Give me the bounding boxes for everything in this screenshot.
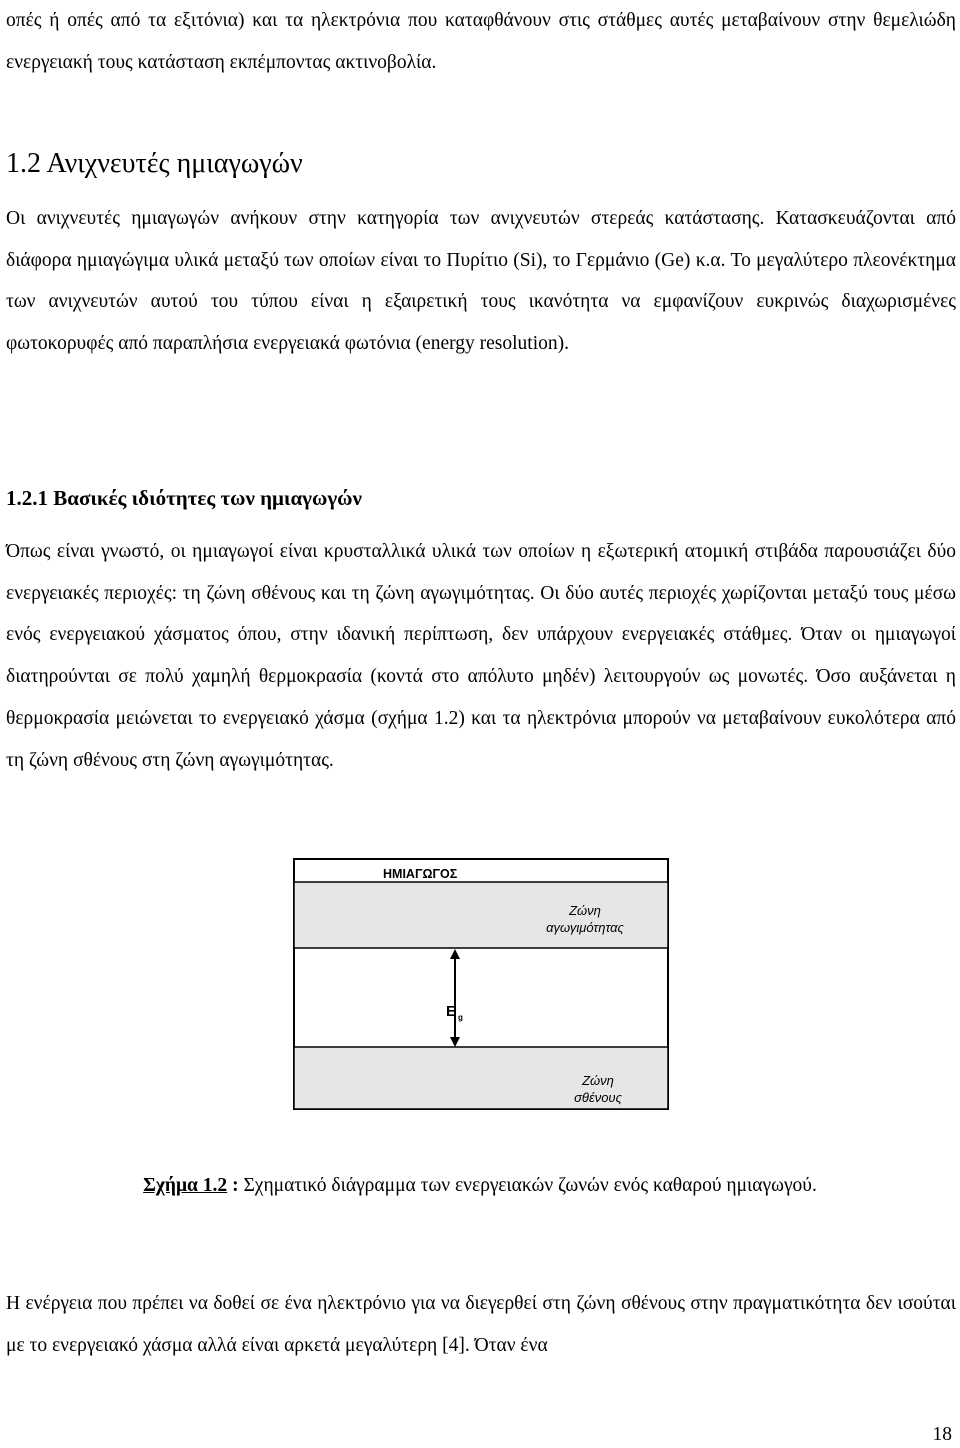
caption-text: Σχηματικό διάγραμμα των ενεργειακών ζωνών ενός καθαρού ημιαγωγού. — [243, 1175, 817, 1196]
caption-separator: : — [227, 1175, 244, 1196]
gap-arrow-head-up — [450, 949, 460, 959]
valence-band-label-line2: σθένους — [574, 1090, 622, 1105]
gap-arrow-head-down — [450, 1037, 460, 1047]
paragraph-intro-continuation: οπές ή οπές από τα εξιτόνια) και τα ηλεκτρόνια που καταφθάνουν στις στάθμες αυτές μεταβαίνουν στην θεμελιώδη ενεργειακή τους κατάσταση εκπέμποντας ακτινοβολία. — [6, 10, 956, 73]
page-number: 18 — [932, 1424, 952, 1445]
conduction-band — [294, 882, 668, 948]
section-heading: 1.2 Ανιχνευτές ημιαγωγών — [6, 148, 303, 179]
gap-subscript: g — [458, 1013, 463, 1022]
energy-band-diagram — [293, 858, 669, 1110]
caption-label: Σχήμα 1.2 — [143, 1175, 228, 1196]
paragraph-excitation-energy: Η ενέργεια που πρέπει να δοθεί σε ένα ηλεκτρόνιο για να διεγερθεί στη ζώνη σθένους στην πραγματικότητα δεν ισούται με το ενεργειακό χάσμα αλλά είναι αρκετά μεγαλύτερη [4]. Όταν ένα — [6, 1293, 956, 1356]
diagram-title: ΗΜΙΑΓΩΓΟΣ — [383, 867, 458, 881]
conduction-band-label-line2: αγωγιμότητας — [546, 920, 624, 935]
valence-band-label-line1: Ζώνη — [582, 1073, 614, 1088]
paragraph-semiconductor-detectors: Οι ανιχνευτές ημιαγωγών ανήκουν στην κατηγορία των ανιχνευτών στερεάς κατάστασης. Κατασκευάζονται από διάφορα ημιαγώγιμα υλικά μεταξύ των οποίων είναι το Πυρίτιο (Si), το Γερμάνιο (Ge) κ.α. Το μεγαλύτερο πλεονέκτημα των ανιχνευτών αυτού του τύπου είναι η εξαιρετική τους ικανότητα να εμφανίζουν ευκρινώς διαχωρισμένες φωτοκορυφές από παραπλήσια ενεργειακά φωτόνια (energy resolution). — [6, 208, 956, 355]
paragraph-basic-properties: Όπως είναι γνωστό, οι ημιαγωγοί είναι κρυσταλλικά υλικά των οποίων η εξωτερική ατομική στιβάδα παρουσιάζει δύο ενεργειακές περιοχές: τη ζώνη σθένους και τη ζώνη αγωγιμότητας. Οι δύο αυτές περιοχές χωρίζονται μεταξύ τους μέσω ενός ενεργειακού χάσματος όπου, στην ιδανική περίπτωση, δεν υπάρχουν ενεργειακές στάθμες. Όταν οι ημιαγωγοί διατηρούνται σε πολύ χαμηλή θερμοκρασία (κοντά στο απόλυτο μηδέν) λειτουργούν ως μονωτές. Όσο αυξάνεται η θερμοκρασία μειώνεται το ενεργειακό χάσμα (σχήμα 1.2) και τα ηλεκτρόνια μπορούν να μεταβαίνουν ευκολότερα από τη ζώνη σθένους στη ζώνη αγωγιμότητας. — [6, 541, 956, 771]
figure-caption — [0, 1170, 960, 1202]
gap-symbol: E — [446, 1003, 457, 1020]
subsection-heading: 1.2.1 Βασικές ιδιότητες των ημιαγωγών — [6, 486, 362, 510]
conduction-band-label-line1: Ζώνη — [569, 903, 601, 918]
